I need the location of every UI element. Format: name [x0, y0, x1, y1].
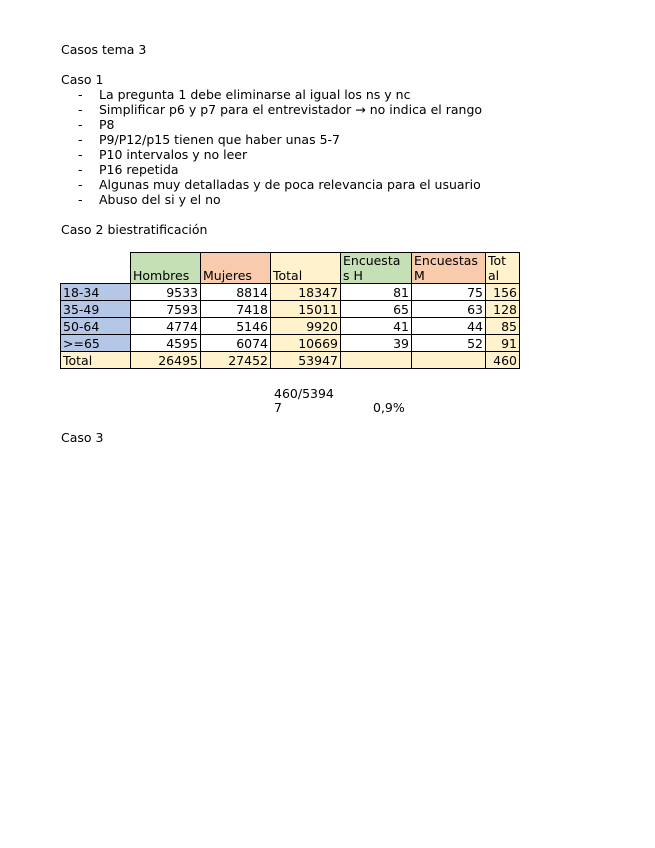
enc-m-cell: 52: [412, 335, 486, 352]
total-total-cell: 53947: [271, 352, 341, 369]
total-label-cell: Total: [61, 352, 131, 369]
header-total: Total: [271, 253, 341, 284]
list-item-text: P10 intervalos y no leer: [99, 147, 248, 162]
enc-m-cell: 63: [412, 301, 486, 318]
total-hombres-cell: 26495: [131, 352, 201, 369]
header-encuestas-h: [341, 253, 412, 284]
list-item-text: Algunas muy detalladas y de poca relevancia para el usuario: [99, 177, 481, 192]
list-item: [78, 117, 482, 132]
list-item-text: Simplificar p6 y p7 para el entrevistador → no indica el rango: [99, 102, 483, 117]
hombres-cell: 7593: [131, 301, 201, 318]
header-encuestas-m: [412, 253, 486, 284]
total-enc-m-cell: [412, 352, 486, 369]
header-hombres: Hombres: [131, 253, 201, 284]
header-tot: [486, 253, 520, 284]
document-title: Casos tema 3: [61, 42, 147, 57]
total-enc-h-cell: [341, 352, 412, 369]
table-row: [61, 335, 520, 352]
header-encuestas-m-line1: Encuestas: [414, 253, 478, 268]
age-cell: 50-64: [61, 318, 131, 335]
enc-h-cell: 65: [341, 301, 412, 318]
header-tot-line1: Tot: [488, 253, 507, 268]
age-cell: 18-34: [61, 284, 131, 301]
table-total-row: [61, 352, 520, 369]
mujeres-cell: 7418: [201, 301, 271, 318]
age-cell: >=65: [61, 335, 131, 352]
hombres-cell: 4774: [131, 318, 201, 335]
list-item-text: P9/P12/p15 tienen que haber unas 5-7: [99, 132, 340, 147]
percent-value: 0,9%: [373, 400, 405, 415]
list-item: [78, 102, 482, 117]
total-cell: 18347: [271, 284, 341, 301]
header-tot-line2: al: [488, 268, 500, 283]
list-item: [78, 192, 482, 207]
caso3-heading: Caso 3: [61, 430, 104, 445]
total-cell: 10669: [271, 335, 341, 352]
header-encuestas-h-line1: Encuesta: [343, 253, 401, 268]
total-cell: 9920: [271, 318, 341, 335]
bullet-dash: -: [78, 87, 83, 102]
list-item-text: Abuso del si y el no: [99, 192, 221, 207]
total-mujeres-cell: 27452: [201, 352, 271, 369]
list-item-text: La pregunta 1 debe eliminarse al igual los ns y nc: [99, 87, 411, 102]
mujeres-cell: 6074: [201, 335, 271, 352]
header-encuestas-m-line2: M: [414, 268, 425, 283]
bullet-dash: -: [78, 192, 83, 207]
enc-h-cell: 41: [341, 318, 412, 335]
tot-cell: 128: [486, 301, 520, 318]
table-header-row: [61, 253, 520, 284]
bullet-dash: -: [78, 162, 83, 177]
list-item: [78, 147, 482, 162]
list-item: [78, 87, 482, 102]
ratio-text-line2: 7: [274, 400, 282, 415]
list-item-text: P16 repetida: [99, 162, 179, 177]
enc-m-cell: 75: [412, 284, 486, 301]
caso1-bullet-list: [78, 87, 482, 207]
mujeres-cell: 8814: [201, 284, 271, 301]
enc-h-cell: 81: [341, 284, 412, 301]
list-item: [78, 162, 482, 177]
stratification-table: [60, 252, 520, 369]
ratio-text-line1: 460/5394: [274, 386, 334, 401]
caso2-heading: Caso 2 biestratificación: [61, 222, 208, 237]
bullet-dash: -: [78, 102, 83, 117]
list-item-text: P8: [99, 117, 115, 132]
enc-h-cell: 39: [341, 335, 412, 352]
list-item: [78, 132, 482, 147]
total-tot-cell: 460: [486, 352, 520, 369]
header-mujeres: Mujeres: [201, 253, 271, 284]
table-corner-cell: [61, 253, 131, 284]
age-cell: 35-49: [61, 301, 131, 318]
bullet-dash: -: [78, 177, 83, 192]
total-cell: 15011: [271, 301, 341, 318]
tot-cell: 85: [486, 318, 520, 335]
header-encuestas-h-line2: s H: [343, 268, 363, 283]
bullet-dash: -: [78, 132, 83, 147]
enc-m-cell: 44: [412, 318, 486, 335]
mujeres-cell: 5146: [201, 318, 271, 335]
hombres-cell: 4595: [131, 335, 201, 352]
table-row: [61, 301, 520, 318]
hombres-cell: 9533: [131, 284, 201, 301]
list-item: [78, 177, 482, 192]
bullet-dash: -: [78, 147, 83, 162]
table-row: [61, 284, 520, 301]
caso1-heading: Caso 1: [61, 72, 104, 87]
tot-cell: 91: [486, 335, 520, 352]
tot-cell: 156: [486, 284, 520, 301]
bullet-dash: -: [78, 117, 83, 132]
table-row: [61, 318, 520, 335]
